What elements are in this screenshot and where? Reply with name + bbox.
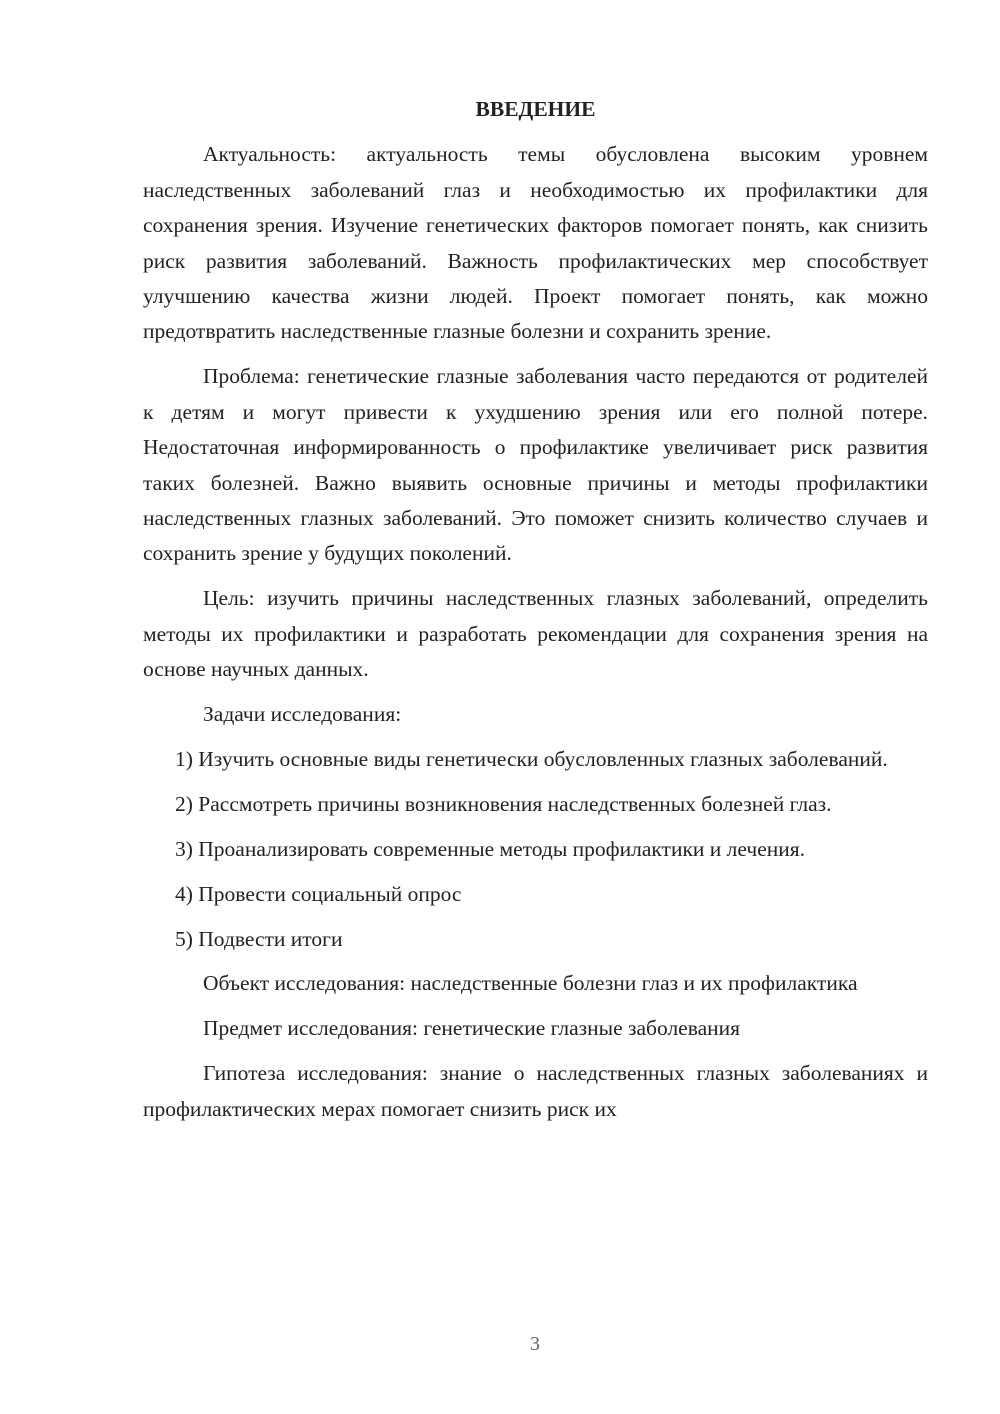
- task-item-5: 5) Подвести итоги: [175, 926, 343, 951]
- tasks-heading: Задачи исследования:: [203, 702, 402, 726]
- page-number: 3: [530, 1333, 540, 1355]
- page-title: ВВЕДЕНИЕ: [475, 97, 596, 121]
- problem-paragraph: Проблема: генетические глазные заболевания часто передаются от родителей к детям и могут привести к ухудшению зрения или его полной потере. Недостаточная информированность о профилактике увеличивает риск развития таких болезней. Важно выявить основные причины и методы профилактики наследственных глазных заболеваний. Это поможет снизить количество случаев и сохранить зрение у будущих поколений.: [143, 364, 928, 566]
- object-paragraph: Объект исследования: наследственные болезни глаз и их профилактика: [203, 971, 858, 996]
- subject-paragraph: Предмет исследования: генетические глазные заболевания: [203, 1016, 741, 1041]
- document-body: [143, 92, 928, 1127]
- goal-paragraph: Цель: изучить причины наследственных глазных заболеваний, определить методы их профилактики и разработать рекомендации для сохранения зрения на основе научных данных.: [143, 586, 928, 682]
- task-item-4: 4) Провести социальный опрос: [175, 881, 462, 906]
- task-item-3: 3) Проанализировать современные методы профилактики и лечения.: [175, 836, 806, 861]
- task-item-2: 2) Рассмотреть причины возникновения наследственных болезней глаз.: [175, 791, 832, 816]
- relevance-paragraph: Актуальность: актуальность темы обусловлена высоким уровнем наследственных заболеваний глаз и необходимостью их профилактики для сохранения зрения. Изучение генетических факторов помогает понять, как снизить риск развития заболеваний. Важность профилактических мер способствует улучшению качества жизни людей. Проект помогает понять, как можно предотвратить наследственные глазные болезни и сохранить зрение.: [143, 142, 928, 344]
- hypothesis-paragraph: Гипотеза исследования: знание о наследственных глазных заболеваниях и профилактических мерах помогает снизить риск их: [143, 1061, 928, 1121]
- task-item-1: 1) Изучить основные виды генетически обусловленных глазных заболеваний.: [175, 746, 888, 771]
